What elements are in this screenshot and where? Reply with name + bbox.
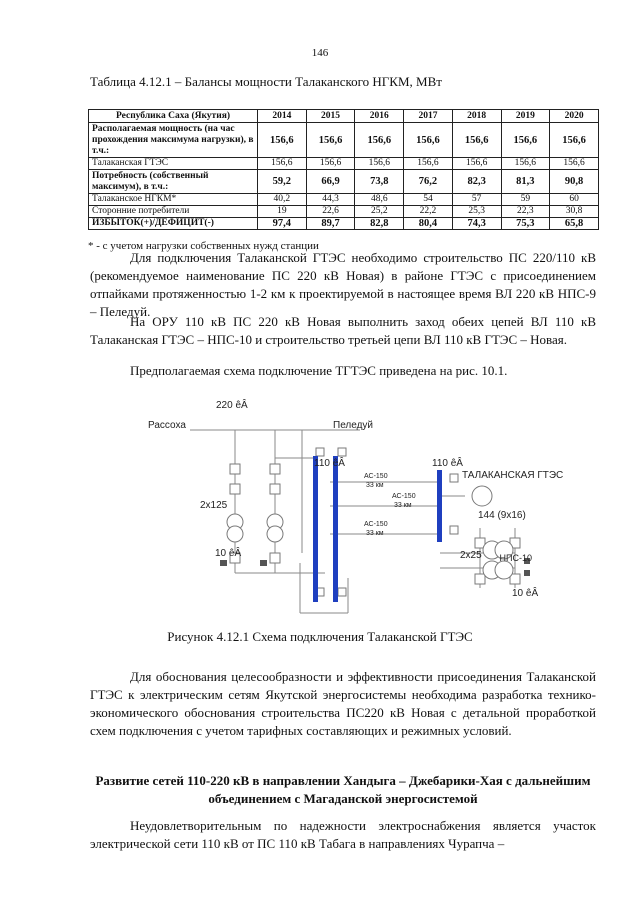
- table-cell: 66,9: [306, 170, 355, 194]
- ground-icon: [524, 570, 530, 576]
- table-cell: 22,2: [404, 206, 453, 218]
- paragraph-text: Неудовлетворительным по надежности электроснабжения является участок электрической сети 110 кВ от ПС 110 кВ Табага в направлениях Чурапча –: [90, 818, 596, 851]
- table-row-demand: [89, 170, 599, 194]
- bus-110kv-station: [437, 470, 442, 542]
- breaker-icon: [270, 553, 280, 563]
- table-cell: 19: [258, 206, 307, 218]
- table-cell: 75,3: [501, 218, 550, 230]
- row-label: ИЗБЫТОК(+)/ДЕФИЦИТ(-): [89, 218, 258, 230]
- bus-110kv-left: [313, 456, 318, 602]
- label-220kv: 220 êÂ: [216, 400, 248, 411]
- label-line-length: 33 км: [366, 482, 384, 489]
- ground-icon: [220, 560, 227, 566]
- figure-caption: Рисунок 4.12.1 Схема подключения Талаканской ГТЭС: [167, 629, 473, 644]
- page-number: 146: [311, 47, 329, 59]
- breaker-icon: [230, 464, 240, 474]
- connection-scheme-diagram: [120, 388, 564, 616]
- table-cell: 156,6: [355, 123, 404, 158]
- table-footnote: * - с учетом нагрузки собственных нужд станции: [88, 240, 319, 252]
- paragraph-text: На ОРУ 110 кВ ПС 220 кВ Новая выполнить заход обеих цепей ВЛ 110 кВ Талаканская ГТЭС – НПС-10 и строительство третьей цепи ВЛ 110 кВ ГТЭС – Новая.: [90, 314, 596, 347]
- label-station: ТАЛАКАНСКАЯ ГТЭС: [462, 470, 564, 481]
- breaker-icon: [316, 448, 324, 456]
- transformer-icon: [267, 526, 283, 542]
- table-row-surplus-deficit: [89, 218, 599, 230]
- table-cell: 59: [501, 194, 550, 206]
- label-line-wire: АС-150: [392, 493, 416, 500]
- breaker-icon: [230, 484, 240, 494]
- bus-110kv-left: [333, 456, 338, 602]
- paragraph: [90, 249, 596, 321]
- table-cell: 76,2: [404, 170, 453, 194]
- label-10kv-left: 10 êÂ: [215, 548, 242, 559]
- section-heading: Развитие сетей 110-220 кВ в направлении Хандыга – Джебарики-Хая с дальнейшим объединением с Магаданской энергосистемой: [95, 773, 591, 806]
- table-row-available-capacity: [89, 123, 599, 158]
- label-nps: НПС-10: [499, 553, 532, 563]
- table-cell: 90,8: [550, 170, 599, 194]
- table-cell: 80,4: [404, 218, 453, 230]
- breaker-icon: [450, 474, 458, 482]
- label-110kv-left: 110 êÂ: [314, 458, 345, 469]
- breaker-icon: [270, 484, 280, 494]
- table-cell: 57: [452, 194, 501, 206]
- table-cell: 156,6: [550, 123, 599, 158]
- label-trafo-left: 2х125: [200, 500, 228, 511]
- row-label: Талаканское НГКМ*: [89, 194, 258, 206]
- table-cell: 156,6: [452, 123, 501, 158]
- ground-icon: [260, 560, 267, 566]
- table-cell: 25,2: [355, 206, 404, 218]
- label-rassoha: Рассоха: [148, 420, 186, 431]
- table-cell: 73,8: [355, 170, 404, 194]
- table-cell: 156,6: [355, 158, 404, 170]
- label-peleduy: Пеледуй: [333, 420, 374, 431]
- label-line-wire: АС-150: [364, 473, 388, 480]
- power-balance-table: [88, 109, 599, 230]
- table-cell: 82,3: [452, 170, 501, 194]
- table-header-row: [89, 110, 599, 123]
- paragraph-text: Для обоснования целесообразности и эффективности присоединения Талаканской ГТЭС к электрическим сетям Якутской энергосистемы необходима разработка технико-экономического обоснования строительства ПС220 кВ Новая с детальной проработкой схем подключения с учетом тарифных составляющих и режимных условий.: [90, 669, 596, 738]
- table-cell: 156,6: [550, 158, 599, 170]
- table-header-year: 2020: [550, 110, 599, 123]
- table-cell: 54: [404, 194, 453, 206]
- breaker-icon: [475, 574, 485, 584]
- table-caption: Таблица 4.12.1 – Балансы мощности Талаканского НГКМ, МВт: [90, 74, 442, 89]
- table-cell: 40,2: [258, 194, 307, 206]
- table-cell: 156,6: [452, 158, 501, 170]
- label-trafo-right: 2х25: [460, 550, 482, 561]
- row-label: Потребность (собственный максимум), в т.ч.:: [89, 170, 258, 194]
- table-header-year: 2015: [306, 110, 355, 123]
- table-cell: 59,2: [258, 170, 307, 194]
- table-row-talakan-ngkm: [89, 194, 599, 206]
- breaker-icon: [338, 448, 346, 456]
- table-cell: 60: [550, 194, 599, 206]
- table-cell: 30,8: [550, 206, 599, 218]
- row-label: Располагаемая мощность (на час прохождения максимума нагрузки), в т.ч.:: [89, 123, 258, 158]
- table-cell: 48,6: [355, 194, 404, 206]
- paragraph: [90, 313, 596, 349]
- row-label: Сторонние потребители: [89, 206, 258, 218]
- paragraph: [90, 668, 596, 740]
- table-header-year: 2017: [404, 110, 453, 123]
- label-10kv-right: 10 êÂ: [512, 588, 539, 599]
- label-110kv-right: 110 êÂ: [432, 458, 463, 469]
- table-cell: 97,4: [258, 218, 307, 230]
- table-header-year: 2018: [452, 110, 501, 123]
- paragraph-text: Для подключения Талаканской ГТЭС необходимо строительство ПС 220/110 кВ (рекомендуемое наименование ПС 220 кВ Новая) в районе ГТЭС с присоединением отпайками протяженностью 1-2 км к проектируемой в настоящее время ВЛ 220 кВ НПС-9 – Пеледуй.: [90, 250, 596, 319]
- row-label: Талаканская ГТЭС: [89, 158, 258, 170]
- label-line-length: 33 км: [366, 530, 384, 537]
- table-header-year: 2016: [355, 110, 404, 123]
- table-cell: 74,3: [452, 218, 501, 230]
- table-cell: 156,6: [404, 158, 453, 170]
- table-cell: 25,3: [452, 206, 501, 218]
- table-cell: 44,3: [306, 194, 355, 206]
- table-cell: 156,6: [501, 158, 550, 170]
- table-cell: 89,7: [306, 218, 355, 230]
- table-cell: 156,6: [404, 123, 453, 158]
- table-cell: 81,3: [501, 170, 550, 194]
- transformer-icon: [227, 526, 243, 542]
- table-cell: 156,6: [258, 123, 307, 158]
- breaker-icon: [338, 588, 346, 596]
- label-line-length: 33 км: [394, 502, 412, 509]
- generator-icon: [472, 486, 492, 506]
- table-row-talakan-gtes: [89, 158, 599, 170]
- table-row-third-party: [89, 206, 599, 218]
- table-cell: 156,6: [501, 123, 550, 158]
- table-cell: 156,6: [306, 123, 355, 158]
- table-cell: 82,8: [355, 218, 404, 230]
- paragraph: Предполагаемая схема подключение ТГТЭС приведена на рис. 10.1.: [130, 363, 508, 378]
- table-cell: 156,6: [306, 158, 355, 170]
- table-header-year: 2019: [501, 110, 550, 123]
- label-generator: 144 (9х16): [478, 510, 526, 521]
- table-cell: 156,6: [258, 158, 307, 170]
- table-cell: 22,3: [501, 206, 550, 218]
- breaker-icon: [450, 526, 458, 534]
- paragraph: [90, 817, 596, 853]
- transformer-icon: [495, 561, 513, 579]
- label-line-wire: АС-150: [364, 521, 388, 528]
- table-cell: 22,6: [306, 206, 355, 218]
- table-header-region: Республика Саха (Якутия): [89, 110, 258, 123]
- breaker-icon: [270, 464, 280, 474]
- table-cell: 65,8: [550, 218, 599, 230]
- table-header-year: 2014: [258, 110, 307, 123]
